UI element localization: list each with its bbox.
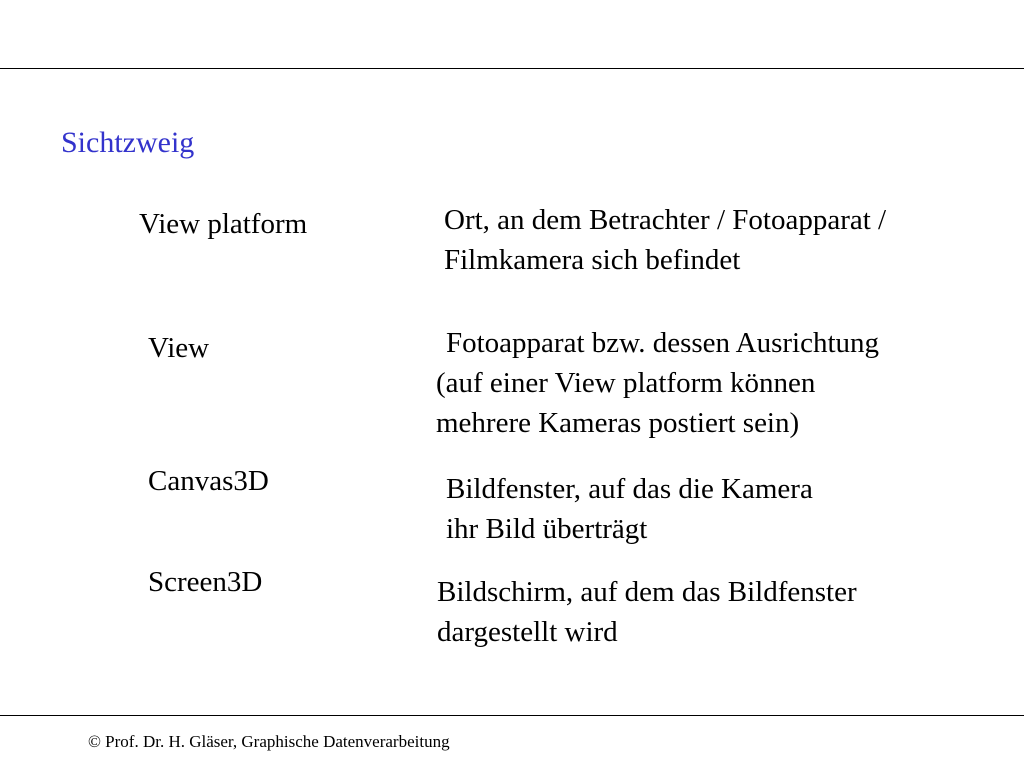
description-screen3d xyxy=(437,572,857,652)
footer-copyright: © Prof. Dr. H. Gläser, Graphische Datenverarbeitung xyxy=(88,732,450,751)
description-line: Ort, an dem Betrachter / Fotoapparat / xyxy=(444,204,887,236)
description-line: Bildfenster, auf das die Kamera xyxy=(446,473,813,505)
description-canvas3d xyxy=(446,469,813,549)
description-view xyxy=(436,323,879,443)
term-view-platform: View platform xyxy=(139,208,308,240)
description-line: Bildschirm, auf dem das Bildfenster xyxy=(437,576,857,608)
description-line: Filmkamera sich befindet xyxy=(444,244,741,276)
slide-title: Sichtzweig xyxy=(61,126,195,159)
term-screen3d: Screen3D xyxy=(148,566,263,598)
term-view: View xyxy=(148,332,210,364)
bottom-divider xyxy=(0,715,1024,716)
description-line: mehrere Kameras postiert sein) xyxy=(436,407,800,439)
description-line: ihr Bild überträgt xyxy=(446,513,648,545)
top-divider xyxy=(0,68,1024,69)
term-canvas3d: Canvas3D xyxy=(148,465,269,497)
description-line: Fotoapparat bzw. dessen Ausrichtung xyxy=(446,327,880,359)
description-line: (auf einer View platform können xyxy=(436,367,816,399)
description-view-platform xyxy=(444,200,886,280)
description-line: dargestellt wird xyxy=(437,616,618,648)
